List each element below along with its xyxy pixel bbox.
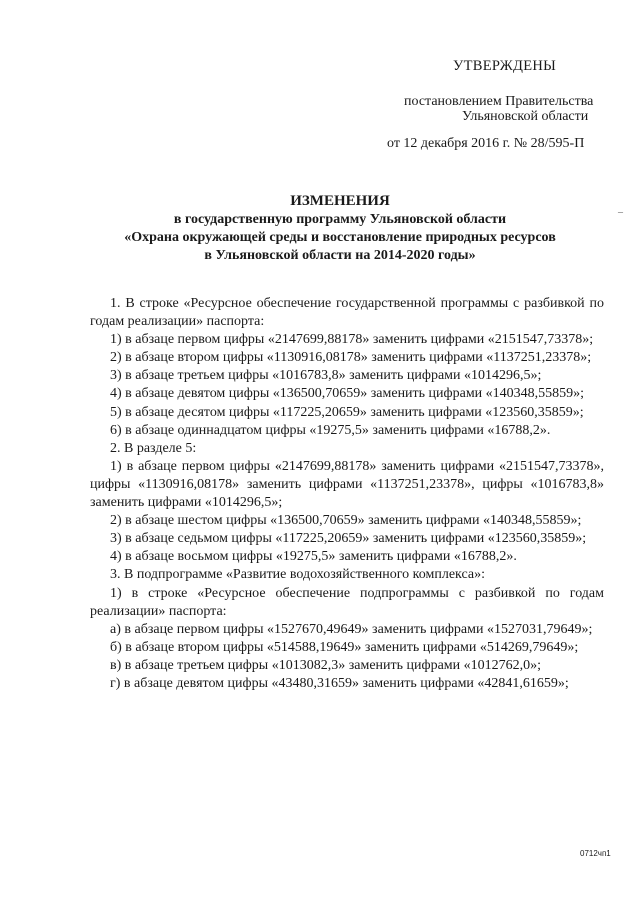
paragraph: 1) в абзаце первом цифры «2147699,88178» заменить цифрами «2151547,73378»; (110, 332, 594, 348)
paragraph: 3) в абзаце седьмом цифры «117225,20659» заменить цифрами «123560,35859»; (110, 531, 587, 547)
paragraph: 2. В разделе 5: (110, 440, 197, 456)
decree-date-number: от 12 декабря 2016 г. № 28/595-П (387, 136, 585, 151)
paragraph: 1) в строке «Ресурсное обеспечение подпрограммы с разбивкой по годам реализации» паспорта: (90, 585, 604, 619)
paragraph: 2) в абзаце втором цифры «1130916,08178» заменить цифрами «1137251,23378»; (110, 350, 592, 366)
paragraph: 3. В подпрограмме «Развитие водохозяйственного комплекса»: (110, 567, 485, 583)
document-subtitle-line1: в государственную программу Ульяновской области (173, 212, 507, 227)
paragraph: а) в абзаце первом цифры «1527670,49649» заменить цифрами «1527031,79649»; (110, 621, 593, 637)
paragraph: 2) в абзаце шестом цифры «136500,70659» заменить цифрами «140348,55859»; (110, 513, 582, 529)
document-subtitle-line3: в Ульяновской области на 2014-2020 годы» (204, 248, 476, 263)
paragraph: 3) в абзаце третьем цифры «1016783,8» заменить цифрами «1014296,5»; (110, 368, 542, 384)
paragraph: б) в абзаце втором цифры «514588,19649» заменить цифрами «514269,79649»; (110, 639, 579, 655)
margin-dash: – (618, 207, 623, 218)
paragraph: г) в абзаце девятом цифры «43480,31659» заменить цифрами «42841,61659»; (110, 675, 569, 691)
paragraph: в) в абзаце третьем цифры «1013082,3» заменить цифрами «1012762,0»; (110, 657, 542, 673)
document-subtitle-line2: «Охрана окружающей среды и восстановление природных ресурсов (124, 230, 556, 245)
document-code: 0712чп1 (580, 849, 611, 858)
paragraph: 4) в абзаце восьмом цифры «19275,5» заменить цифрами «16788,2». (110, 549, 517, 565)
paragraph: 4) в абзаце девятом цифры «136500,70659» заменить цифрами «140348,55859»; (110, 386, 585, 402)
approval-stamp-heading: УТВЕРЖДЕНЫ (453, 58, 557, 74)
paragraph: 1. В строке «Ресурсное обеспечение государственной программы с разбивкой по годам реализации» паспорта: (90, 296, 604, 330)
decree-reference-line1: постановлением Правительства (404, 94, 594, 109)
document-title: ИЗМЕНЕНИЯ (290, 193, 390, 209)
paragraph: 6) в абзаце одиннадцатом цифры «19275,5» заменить цифрами «16788,2». (110, 422, 551, 438)
paragraph: 1) в абзаце первом цифры «2147699,88178» заменить цифрами «2151547,73378», цифры «1130916,08178» заменить цифрами «1137251,23378», цифры «1016783,8» заменить цифрами «1014296,5»; (90, 458, 604, 511)
paragraph: 5) в абзаце десятом цифры «117225,20659» заменить цифрами «123560,35859»; (110, 404, 584, 420)
decree-reference-line2: Ульяновской области (462, 109, 589, 124)
document-body (90, 295, 604, 693)
